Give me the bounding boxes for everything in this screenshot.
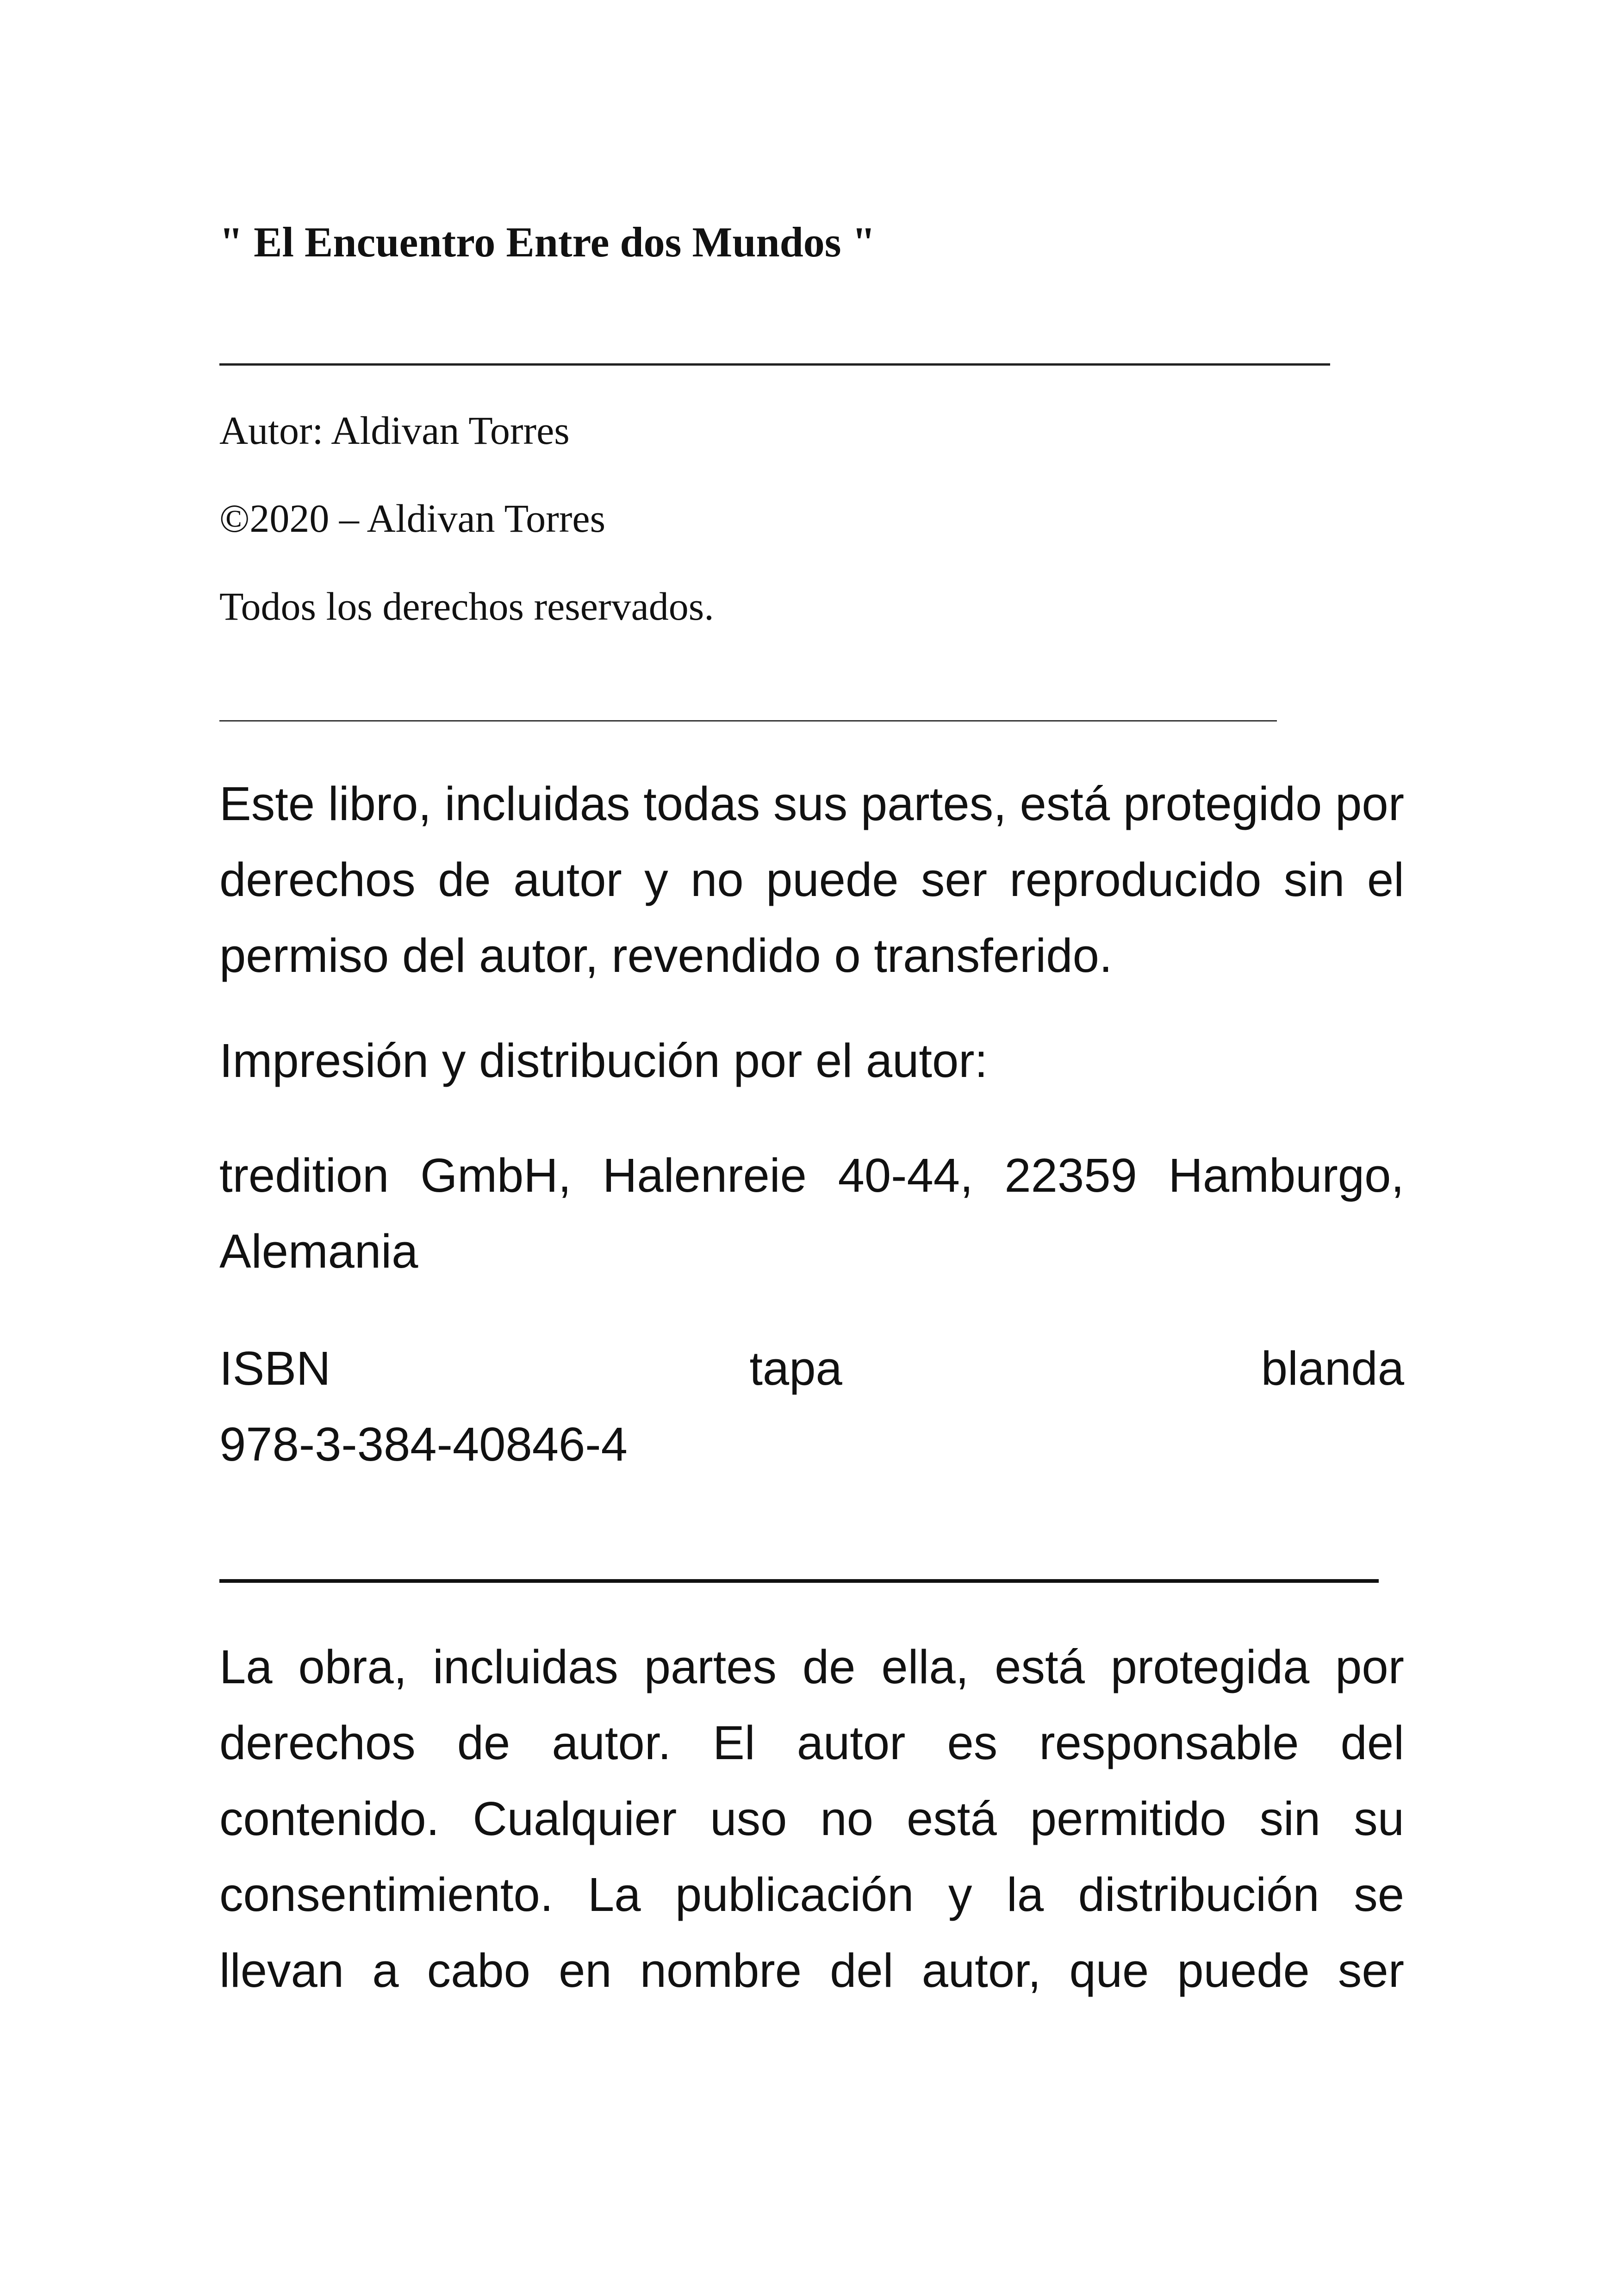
copyright-line: ©2020 – Aldivan Torres — [219, 496, 606, 541]
isbn-type-2: blanda — [1261, 1342, 1404, 1395]
isbn-label: ISBN — [219, 1342, 331, 1395]
metadata-divider — [219, 720, 1277, 722]
protection-paragraph: Este libro, incluidas todas sus partes, está protegido por derechos de autor y no puede ser reproducido sin el permiso del autor, revendido o transferido. — [219, 777, 1404, 982]
printing-label: Impresión y distribución por el autor: — [219, 1034, 988, 1087]
book-title: " El Encuentro Entre dos Mundos " — [219, 218, 876, 266]
isbn-number: 978-3-384-40846-4 — [219, 1418, 628, 1471]
isbn-type-1: tapa — [749, 1342, 842, 1395]
title-divider — [219, 363, 1330, 366]
isbn-line — [219, 1331, 1404, 1406]
author-line: Autor: Aldivan Torres — [219, 408, 570, 453]
work-paragraph: La obra, incluidas partes de ella, está protegida por derechos de autor. El autor es responsable del contenido. Cualquier uso no está permitido sin su consentimiento. La publicación y la distribución se llevan a cabo en nombre del autor, que puede ser — [219, 1640, 1404, 1997]
publisher-address: tredition GmbH, Halenreie 40-44, 22359 Hamburgo, Alemania — [219, 1149, 1404, 1278]
isbn-divider — [219, 1579, 1379, 1583]
rights-line: Todos los derechos reservados. — [219, 584, 714, 628]
